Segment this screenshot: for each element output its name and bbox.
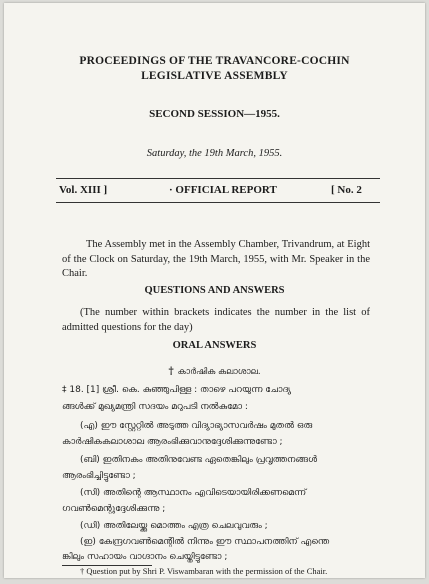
session-heading: SECOND SESSION—1955. (149, 108, 280, 120)
question-line: ‡ 18. [1] ശ്രീ. കെ. കുഞ്ഞുപിള്ള : താഴെ പറയുന്ന ചോദ്യ (62, 385, 292, 395)
oral-answers-heading: ORAL ANSWERS (172, 340, 257, 351)
masthead-top-rule (56, 178, 380, 179)
question-line: ങ്ങൾക്ക് മുഖ്യമന്ത്രി സദയം മറുപടി നൽകുമോ : (62, 402, 248, 412)
session-date: Saturday, the 19th March, 1955. (146, 148, 283, 159)
masthead-bottom-rule (56, 202, 380, 203)
official-report-label: · OFFICIAL REPORT (169, 184, 277, 196)
question-line: ഗവൺമെന്റുദ്ദേശിക്കുന്നു ; (62, 504, 166, 514)
question-subject (4, 361, 425, 379)
dagger-mark: † (168, 366, 174, 377)
subject-text: കാർഷിക കലാശാല. (177, 367, 261, 377)
issue-number: [ No. 2 (331, 184, 362, 196)
question-line: (ബി) ഇതിനകം അതിനുവേണ്ട ഏതെങ്കിലും പ്രവൃത്തനങ്ങൾ (80, 455, 317, 465)
document-title-line1: PROCEEDINGS OF THE TRAVANCORE-COCHIN (79, 55, 350, 67)
document-title-line2: LEGISLATIVE ASSEMBLY (141, 70, 288, 82)
question-line: (ഇ) കേന്ദ്രഗവൺമെന്റിൽ നിന്നും ഈ സ്ഥാപനത്തിന് എന്തെ (80, 537, 330, 547)
questions-and-answers-heading: QUESTIONS AND ANSWERS (144, 285, 285, 296)
question-line: ങ്കിലും സഹായം വാഗ്ദാനം ചെയ്തിട്ടുണ്ടോ ; (62, 552, 228, 562)
volume-label: Vol. XIII ] (59, 184, 108, 196)
question-line: (എ) ഈ സ്റ്റേറ്റിൽ അടുത്ത വിദ്യാഭ്യാസവർഷം മുതൽ ഒരു (80, 421, 313, 431)
question-line: (ഡി) അതിലേയ്ക്കു മൊത്തം എത്ര ചെലവുവരും ; (80, 521, 268, 531)
intro-paragraph: The Assembly met in the Assembly Chamber, Trivandrum, at Eight of the Clock on Saturday, the 19th March, 1955, with Mr. Speaker in the Chair. (62, 239, 370, 279)
footnote: † Question put by Shri P. Viswambaran with the permission of the Chair. (80, 566, 328, 576)
question-line: ആരംഭിച്ചിട്ടുണ്ടോ ; (62, 471, 136, 481)
bracket-note: (The number within brackets indicates the number in the list of admitted questions for the day) (62, 307, 370, 333)
question-line: (സി) അതിന്റെ ആസ്ഥാനം എവിടെയായിരിക്കണമെന്ന് (80, 488, 307, 498)
document-page (4, 3, 425, 578)
question-line: കാർഷികകലാശാല ആരംഭിക്കുവാനുദ്ദേശിക്കുന്നുണ്ടോ ; (62, 437, 283, 447)
